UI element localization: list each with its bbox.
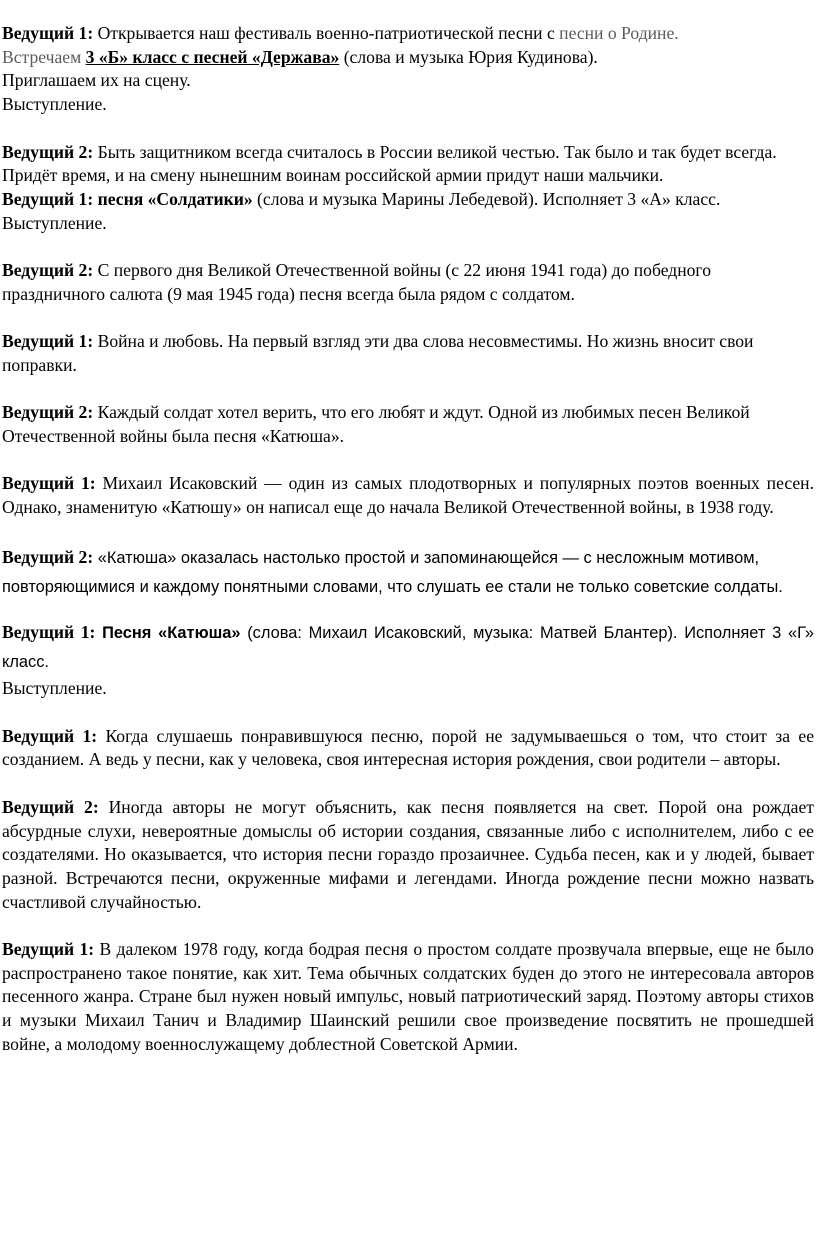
speaker-label: Ведущий 1: xyxy=(2,188,94,209)
speaker-label: Ведущий 2: xyxy=(2,260,94,280)
paragraph-text: «Катюша» оказалась настолько простой и запоминающейся — с несложным мотивом, повторяющимися и каждому понятными словами, что слушать ее стали не только советские солдаты. xyxy=(2,549,783,597)
song-title: песня «Солдатики» xyxy=(93,188,253,209)
paragraph-text: С первого дня Великой Отечественной войны (с 22 июня 1941 года) до победного праздничного салюта (9 мая 1945 года) песня всегда была рядом с солдатом. xyxy=(2,260,712,304)
speaker-label: Ведущий 1: xyxy=(2,473,96,494)
paragraph-text: Быть защитником всегда считалось в России великой честью. Так было и так будет всегда. Придёт время, и на смену нынешним воинам российской армии придут наши мальчики. xyxy=(2,141,777,186)
paragraph-line: Выступление. xyxy=(2,94,107,115)
paragraph xyxy=(2,725,814,772)
paragraph-text-grey: Встречаем xyxy=(2,46,86,67)
paragraph-text: Каждый солдат хотел верить, что его любят и ждут. Одной из любимых песен Великой Отечественной войны была песня «Катюша». xyxy=(2,402,750,446)
speaker-label: Ведущий 1: xyxy=(2,331,94,352)
speaker-label: Ведущий 1: xyxy=(2,23,94,43)
paragraph-intro xyxy=(2,22,814,46)
paragraph-text-grey: песни о Родине. xyxy=(559,23,679,43)
paragraph-text: Открывается наш фестиваль военно-патриотической песни с xyxy=(93,23,560,43)
paragraph xyxy=(2,796,814,915)
spacer xyxy=(2,117,816,141)
speaker-label: Ведущий 2: xyxy=(2,796,99,817)
spacer xyxy=(2,378,816,402)
spacer xyxy=(2,306,816,330)
paragraph-text: В далеком 1978 году, когда бодрая песня о простом солдате прозвучала впервые, еще не было распространено такое понятие, как хит. Тема обычных солдатских буден до этого не интересовала авторов песенного жанра. Стране был нужен новый импульс, новый патриотический заряд. Поэтому авторы стихов и музыки Михаил Танич и Владимир Шаинский решили свое произведение посвятить не прошедшей войне, а молодому военнослужащему доблестной Советской Армии. xyxy=(2,939,814,1054)
paragraph xyxy=(2,618,814,677)
paragraph xyxy=(2,141,814,188)
paragraph-text: Война и любовь. На первый взгляд эти два слова несовместимы. Но жизнь вносит свои поправки. xyxy=(2,331,754,375)
paragraph-line: Выступление. xyxy=(2,212,107,233)
paragraph-line: Выступление. xyxy=(2,678,107,699)
paragraph xyxy=(2,543,814,602)
spacer xyxy=(2,914,816,938)
speaker-label: Ведущий 1: xyxy=(2,622,96,643)
speaker-label: Ведущий 2: xyxy=(2,547,94,568)
paragraph-text: Михаил Исаковский — один из самых плодотворных и популярных поэтов военных песен. Однако, знаменитую «Катюшу» он написал еще до начала Великой Отечественной войны, в 1938 году. xyxy=(2,473,814,517)
paragraph xyxy=(2,259,814,306)
paragraph-text: Иногда авторы не могут объяснить, как песня появляется на свет. Порой она рождает абсурдные слухи, невероятные домыслы об истории создания, связанные либо с исполнителем, либо с ее создателями. Но оказывается, что история песни гораздо прозаичнее. Судьба песен, как и у людей, бывает разной. Встречаются песни, окруженные мифами и легендами. Иногда рождение песни можно назвать счастливой случайностью. xyxy=(2,796,814,912)
spacer xyxy=(2,449,816,473)
song-title: Песня «Катюша» xyxy=(95,624,241,643)
paragraph xyxy=(2,938,814,1057)
paragraph-text: (слова и музыка Юрия Кудинова). xyxy=(339,46,598,67)
paragraph-text: (слова: Михаил Исаковский, музыка: Матвей Блантер). Исполняет 3 «Г» класс. xyxy=(2,624,814,672)
speaker-label: Ведущий 1: xyxy=(2,939,95,960)
performer-highlight: 3 «Б» класс с песней «Держава» xyxy=(85,46,340,67)
paragraph-text: Когда слушаешь понравившуюся песню, порой не задумываешься о том, что стоит за ее созданием. А ведь у песни, как у человека, своя интересная история рождения, свои родители – авторы. xyxy=(2,725,814,770)
paragraph-intro-line xyxy=(2,46,814,70)
paragraph-text: (слова и музыка Марины Лебедевой). Исполняет 3 «А» класс. xyxy=(252,188,721,209)
speaker-label: Ведущий 1: xyxy=(2,725,98,746)
spacer xyxy=(2,701,816,725)
speaker-label: Ведущий 2: xyxy=(2,402,94,423)
spacer xyxy=(2,602,816,618)
spacer xyxy=(2,235,816,259)
spacer xyxy=(2,520,816,544)
paragraph xyxy=(2,472,814,519)
paragraph-line: Приглашаем их на сцену. xyxy=(2,70,191,91)
paragraph xyxy=(2,330,814,377)
speaker-label: Ведущий 2: xyxy=(2,141,94,162)
paragraph xyxy=(2,188,814,212)
paragraph xyxy=(2,401,814,448)
spacer xyxy=(2,772,816,796)
